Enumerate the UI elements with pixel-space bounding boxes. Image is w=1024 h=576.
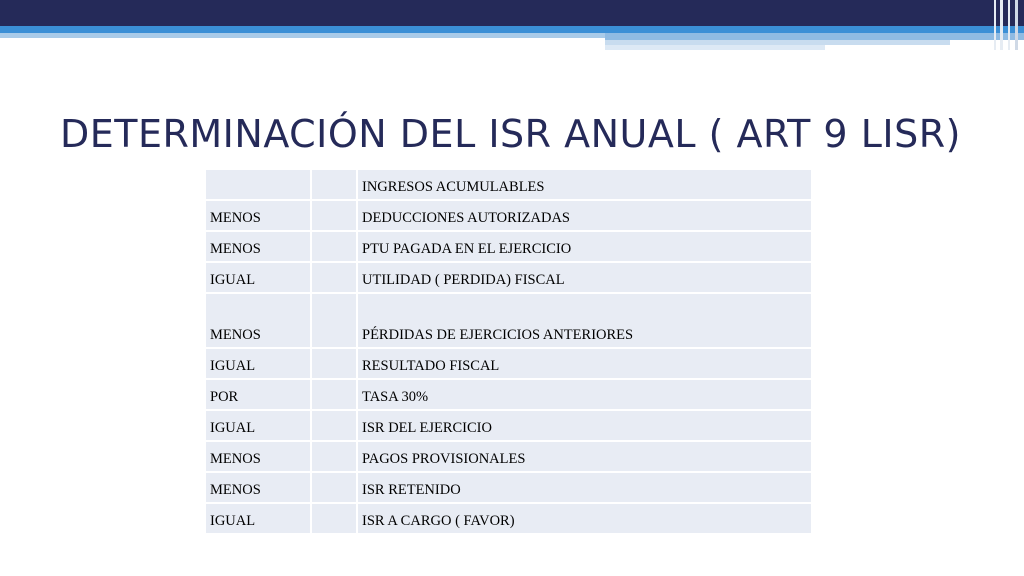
spacer-cell: [312, 349, 358, 380]
header-stripe: [605, 45, 825, 50]
spacer-cell: [312, 504, 358, 535]
header-stripe: [605, 33, 1024, 40]
operator-cell: IGUAL: [206, 349, 312, 380]
isr-calculation-table: [206, 170, 811, 535]
concept-cell: UTILIDAD ( PERDIDA) FISCAL: [358, 263, 811, 294]
spacer-cell: [312, 411, 358, 442]
spacer-cell: [312, 232, 358, 263]
table-row: [206, 232, 811, 263]
spacer-cell: [312, 380, 358, 411]
concept-cell: DEDUCCIONES AUTORIZADAS: [358, 201, 811, 232]
table-row: [206, 380, 811, 411]
spacer-cell: [312, 442, 358, 473]
edge-decoration: [1008, 0, 1010, 50]
table-row: [206, 263, 811, 294]
spacer-cell: [312, 294, 358, 349]
header-band: [0, 0, 1024, 26]
header-stripe: [0, 26, 1024, 33]
spacer-cell: [312, 201, 358, 232]
table-row: [206, 170, 811, 201]
operator-cell: IGUAL: [206, 504, 312, 535]
spacer-cell: [312, 170, 358, 201]
operator-cell: MENOS: [206, 442, 312, 473]
table-row: [206, 442, 811, 473]
concept-cell: RESULTADO FISCAL: [358, 349, 811, 380]
concept-cell: TASA 30%: [358, 380, 811, 411]
edge-decoration: [994, 0, 996, 50]
slide-title: DETERMINACIÓN DEL ISR ANUAL ( ART 9 LISR): [60, 112, 961, 156]
operator-cell: [206, 170, 312, 201]
header-stripe: [0, 33, 605, 38]
table-row: [206, 294, 811, 349]
concept-cell: ISR A CARGO ( FAVOR): [358, 504, 811, 535]
concept-cell: INGRESOS ACUMULABLES: [358, 170, 811, 201]
operator-cell: IGUAL: [206, 411, 312, 442]
operator-cell: MENOS: [206, 232, 312, 263]
operator-cell: POR: [206, 380, 312, 411]
spacer-cell: [312, 263, 358, 294]
spacer-cell: [312, 473, 358, 504]
operator-cell: MENOS: [206, 201, 312, 232]
operator-cell: IGUAL: [206, 263, 312, 294]
edge-decoration: [1000, 0, 1003, 50]
table-row: [206, 504, 811, 535]
concept-cell: ISR RETENIDO: [358, 473, 811, 504]
concept-cell: ISR DEL EJERCICIO: [358, 411, 811, 442]
table-row: [206, 349, 811, 380]
table-row: [206, 201, 811, 232]
concept-cell: PTU PAGADA EN EL EJERCICIO: [358, 232, 811, 263]
table-row: [206, 473, 811, 504]
concept-cell: PAGOS PROVISIONALES: [358, 442, 811, 473]
table-row: [206, 411, 811, 442]
operator-cell: MENOS: [206, 473, 312, 504]
edge-decoration: [1015, 0, 1018, 50]
concept-cell: PÉRDIDAS DE EJERCICIOS ANTERIORES: [358, 294, 811, 349]
operator-cell: MENOS: [206, 294, 312, 349]
